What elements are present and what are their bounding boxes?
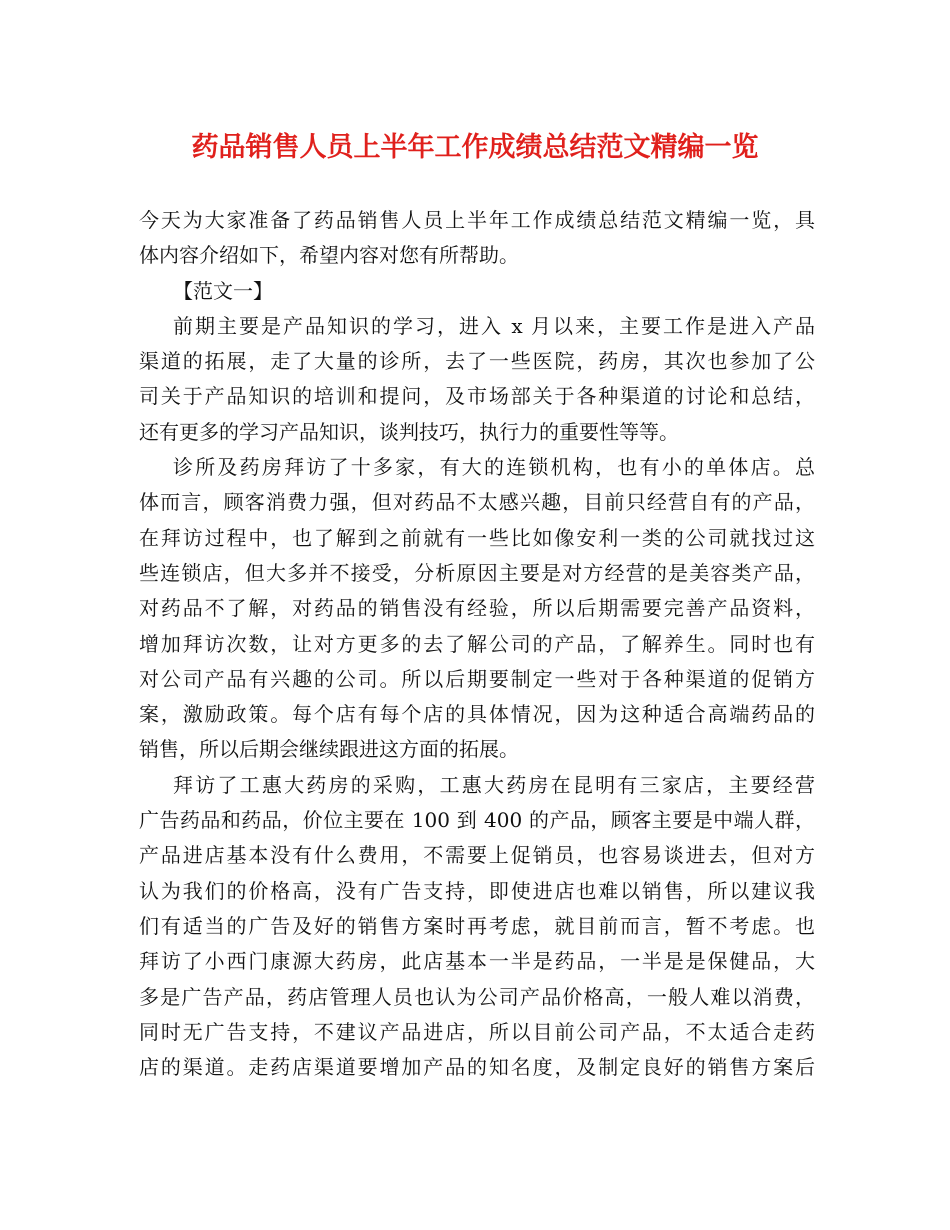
text-line: 广告药品和药品，价位主要在 100 到 400 的产品，顾客主要是中端人群， [139, 808, 815, 833]
text-line: 同时无广告支持，不建议产品进店，所以目前公司产品，不太适合走药 [139, 1019, 815, 1044]
text-line: 些连锁店，但大多并不接受，分析原因主要是对方经营的是美容类产品， [139, 560, 815, 585]
text-line: 今天为大家准备了药品销售人员上半年工作成绩总结范文精编一览，具 [139, 208, 815, 232]
text-line: 司关于产品知识的培训和提问，及市场部关于各种渠道的讨论和总结， [139, 384, 815, 409]
text-line: 拜访了小西门康源大药房，此店基本一半是药品，一半是是保健品，大 [139, 949, 815, 974]
text-line: 多是广告产品，药店管理人员也认为公司产品价格高，一般人难以消费， [139, 984, 815, 1009]
text-line: 拜访了工惠大药房的采购，工惠大药房在昆明有三家店，主要经营 [173, 772, 815, 797]
text-line: 体内容介绍如下，希望内容对您有所帮助。 [139, 243, 519, 268]
text-line: 销售，所以后期会继续跟进这方面的拓展。 [139, 737, 519, 762]
text-line: 体而言，顾客消费力强，但对药品不太感兴趣，目前只经营自有的产品， [139, 490, 815, 515]
text-line: 对药品不了解，对药品的销售没有经验，所以后期需要完善产品资料， [139, 596, 815, 621]
text-line: 诊所及药房拜访了十多家，有大的连锁机构，也有小的单体店。总 [173, 455, 815, 480]
document-title: 药品销售人员上半年工作成绩总结范文精编一览 [191, 132, 759, 163]
text-line: 案，激励政策。每个店有每个店的具体情况，因为这种适合高端药品的 [139, 702, 815, 727]
document-body [139, 203, 815, 1085]
text-line: 前期主要是产品知识的学习，进入 x 月以来，主要工作是进入产品 [173, 313, 815, 338]
text-line: 们有适当的广告及好的销售方案时再考虑，就目前而言，暂不考虑。也 [139, 913, 815, 938]
text-line: 认为我们的价格高，没有广告支持，即使进店也难以销售，所以建议我 [139, 878, 815, 903]
text-line: 增加拜访次数，让对方更多的去了解公司的产品，了解养生。同时也有 [139, 631, 815, 656]
text-line: 店的渠道。走药店渠道要增加产品的知名度，及制定良好的销售方案后 [139, 1055, 815, 1080]
text-line: 对公司产品有兴趣的公司。所以后期要制定一些对于各种渠道的促销方 [139, 666, 815, 691]
text-line: 渠道的拓展，走了大量的诊所，去了一些医院，药房，其次也参加了公 [139, 349, 815, 374]
text-line: 还有更多的学习产品知识，谈判技巧，执行力的重要性等等。 [139, 419, 679, 444]
text-line: 产品进店基本没有什么费用，不需要上促销员，也容易谈进去，但对方 [139, 843, 815, 868]
text-line: 【范文一】 [173, 278, 273, 303]
text-line: 在拜访过程中，也了解到之前就有一些比如像安利一类的公司就找过这 [139, 525, 815, 550]
